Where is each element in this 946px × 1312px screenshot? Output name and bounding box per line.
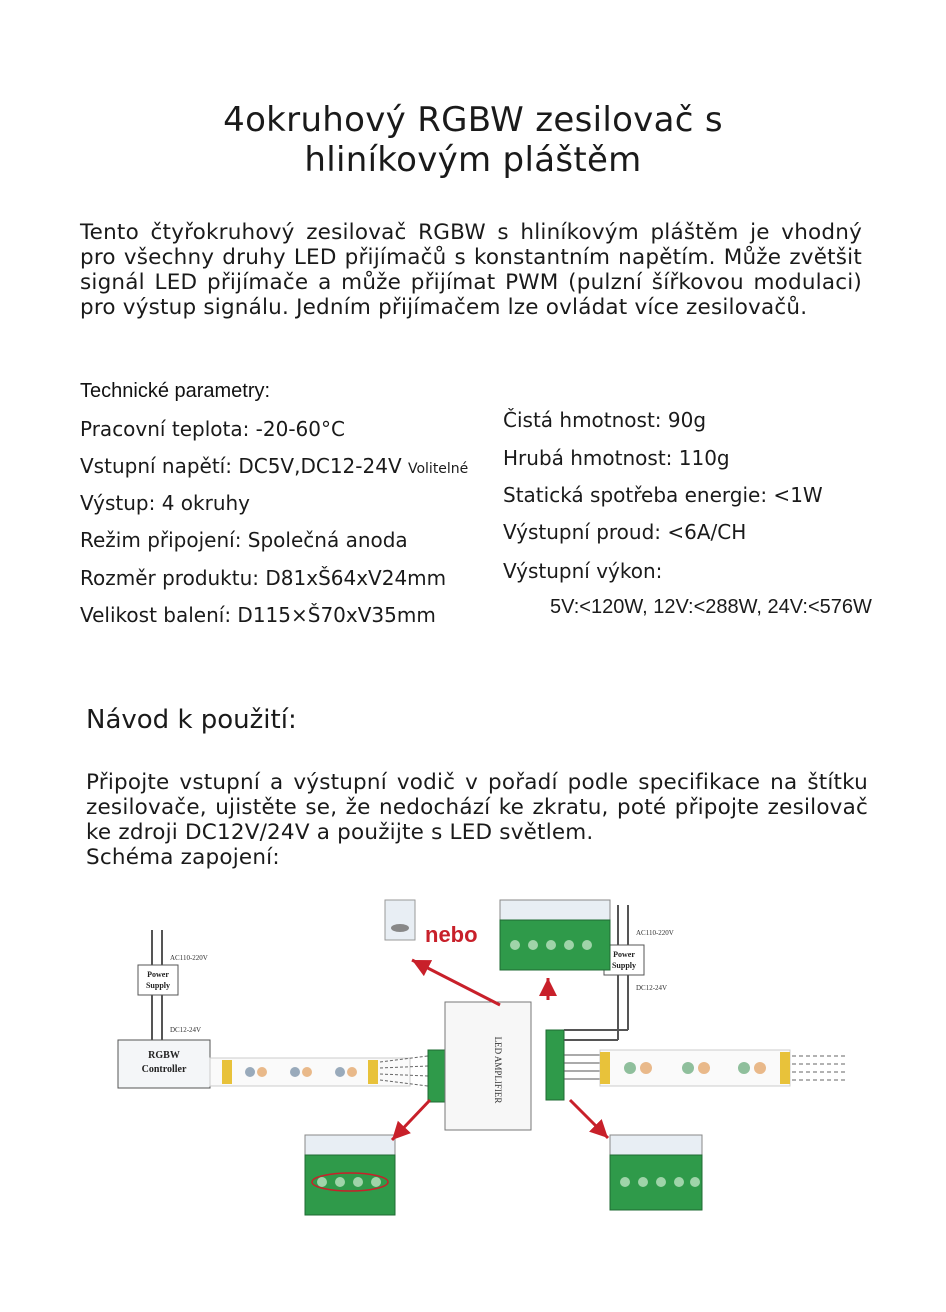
rgbw-controller xyxy=(118,1040,210,1088)
usage-heading: Návod k použití: xyxy=(86,705,297,735)
intro-paragraph: Tento čtyřokruhový zesilovač RGBW s hliníkovým pláštěm je vhodný pro všechny druhy LED přijímačů s konstantním napětím. Může zvětšit signál LED přijímače a může přijímat PWM (pulzní šířkovou modulaci) pro výstup signálu. Jedním přijímačem lze ovládat více zesilovačů. xyxy=(80,220,862,320)
param-input-voltage-note: Volitelné xyxy=(407,461,469,477)
usage-schema-label: Schéma zapojení: xyxy=(86,845,280,870)
connector-bottom-right xyxy=(610,1135,702,1210)
power-output-values: 5V:<120W, 12V:<288W, 24V:<576W xyxy=(550,596,872,618)
connector-bottom-left xyxy=(305,1135,395,1215)
param-left-3: Režim připojení: Společná anoda xyxy=(80,528,408,552)
title-line-1: 4okruhový RGBW zesilovač s xyxy=(223,100,723,140)
param-right-1: Hrubá hmotnost: 110g xyxy=(503,446,730,470)
svg-text:AC110-220V: AC110-220V xyxy=(636,929,674,937)
svg-text:Controller: Controller xyxy=(141,1064,187,1075)
param-left-2: Výstup: 4 okruhy xyxy=(80,491,251,515)
param-left-1 xyxy=(80,454,468,478)
led-amplifier xyxy=(428,1002,564,1130)
page-title xyxy=(0,100,946,180)
param-input-voltage: Vstupní napětí: DC5V,DC12-24V xyxy=(80,454,402,478)
alt-module xyxy=(385,900,478,947)
amplifier-label: LED AMPLIFIER xyxy=(493,1036,503,1104)
nebo-label: nebo xyxy=(425,922,478,947)
left-led-strip xyxy=(210,1056,428,1086)
right-led-strip xyxy=(564,1050,845,1086)
usage-instructions: Připojte vstupní a výstupní vodič v pořadí podle specifikace na štítku zesilovače, ujistěte se, že nedochází ke zkratu, poté připojte zesilovač ke zdroji DC12V/24V a použijte s LED světlem. xyxy=(86,770,868,845)
usage-paragraph xyxy=(86,770,868,870)
svg-text:Supply: Supply xyxy=(611,961,637,970)
param-left-0: Pracovní teplota: -20-60°C xyxy=(80,417,345,441)
left-dc-label: DC12-24V xyxy=(170,1026,202,1034)
svg-text:Supply: Supply xyxy=(145,981,171,990)
param-left-5: Velikost balení: D115×Š70xV35mm xyxy=(80,603,436,627)
param-right-2: Statická spotřeba energie: <1W xyxy=(503,483,823,507)
connector-top xyxy=(500,900,610,970)
svg-text:Power: Power xyxy=(613,950,635,959)
svg-text:Power: Power xyxy=(147,970,169,979)
param-right-0: Čistá hmotnost: 90g xyxy=(503,408,707,432)
svg-text:DC12-24V: DC12-24V xyxy=(636,984,668,992)
param-left-4: Rozměr produktu: D81xŠ64xV24mm xyxy=(80,566,447,590)
wiring-diagram xyxy=(100,890,860,1230)
left-ac-label: AC110-220V xyxy=(170,954,208,962)
param-right-3: Výstupní proud: <6A/CH xyxy=(503,520,747,544)
svg-text:RGBW: RGBW xyxy=(148,1050,180,1061)
left-power-supply xyxy=(138,930,208,1040)
title-line-2: hliníkovým pláštěm xyxy=(304,140,642,180)
param-right-4: Výstupní výkon: xyxy=(503,559,663,583)
params-heading: Technické parametry: xyxy=(80,380,271,402)
